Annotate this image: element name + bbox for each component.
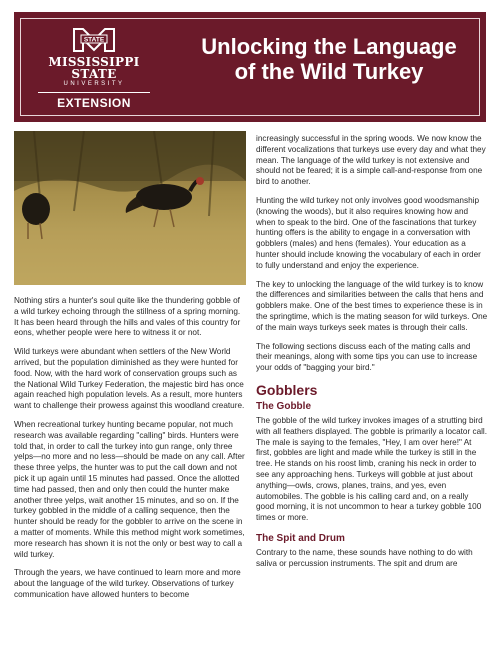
paragraph: Nothing stirs a hunter's soul quite like the thundering gobble of a wild turkey echoing through the stillness of a spring morning. It has been heard through the hills and vales of this country for eons, whether people were here to witness it or not. xyxy=(14,296,241,338)
paragraph: Contrary to the name, these sounds have nothing to do with saliva or percussion instruments. The spit and drum are xyxy=(256,547,473,568)
header-banner xyxy=(14,12,486,122)
logo-mark-text: STATE xyxy=(83,36,105,44)
subheading-spit-and-drum: The Spit and Drum xyxy=(256,532,345,544)
logo-divider xyxy=(38,92,150,93)
logo-extension: EXTENSION xyxy=(57,96,131,110)
section-heading-gobblers: Gobblers xyxy=(256,381,318,398)
right-column xyxy=(256,134,488,578)
paragraph: The key to unlocking the language of the wild turkey is to know the differences and similarities between the calls that hens and gobblers make. One of the best times to experience these is in the springtime, which is the mating season for wild turkeys. One of the main ways turkeys seek mates is through their calls. xyxy=(256,279,488,332)
paragraph: Hunting the wild turkey not only involves good woodsmanship (knowing the woods), but it also requires knowing how and when to speak to the bird. One of the fascinations that turkey hunting offers is the ability to engage in a conversation with gobblers (males) and hens (females). Your education as a hunter should include knowing the vocabulary of each in order to fully understand and enjoy the experience. xyxy=(256,195,481,270)
paragraph: increasingly successful in the spring woods. We now know the different vocalizations that turkeys use every day and what they mean. The language of the wild turkey is not extensive and should not be feared; it is a simple call-and-response from one bird to another. xyxy=(256,134,486,187)
paragraph: The gobble of the wild turkey invokes images of a strutting bird with all feathers displayed. The gobble is primarily a locator call. The male is saying to the females, "Hey, I am over here!" At first, gobbles are light and made while the turkey is still in the tree. He stands on his roost limb, craning his neck in order to see any approaching hens. Turkeys will gobble at just about anything—owls, crows, planes, trains, and yes, even automobiles. The gobble is his calling card and, on a really good morning, it is not uncommon to hear a turkey gobble 100 times or more. xyxy=(256,415,488,523)
msu-logo-mark-icon xyxy=(71,26,117,54)
page-title xyxy=(184,34,474,84)
left-column xyxy=(14,296,246,609)
subheading-the-gobble: The Gobble xyxy=(256,400,311,412)
turkey-photo xyxy=(14,131,246,285)
logo-university: UNIVERSITY xyxy=(63,81,125,87)
paragraph: When recreational turkey hunting became popular, not much research was available regarding "calling" birds. Hunters were told that, in order to call the turkey into gun range, only three yelps—no more and no less—should be made on any call. After these three yelps, the hunter was to put the call down and not pick it up again until 15 minutes had passed. Once the allotted time had passed, then and only then could the hunter make another three yelps, wait another 15 minutes, and so on. If the turkey gobbled in the middle of a calling sequence, then the hunter should be ready for the gobbler to arrive on the scene in a matter of moments. While this method might work sometimes, more research has shown it is not the only or best way to call a wild turkey. xyxy=(14,419,245,559)
paragraph: Through the years, we have continued to learn more and more about the language of the wild turkey. Observations of turkey communication have allowed hunters to become xyxy=(14,568,241,599)
msu-extension-logo xyxy=(30,26,158,110)
paragraph: The following sections discuss each of the mating calls and their meanings, along with some tips you can use to increase your odds of "bagging your bird." xyxy=(256,341,478,373)
title-line-2: of the Wild Turkey xyxy=(234,59,424,84)
title-line-1: Unlocking the Language xyxy=(201,34,457,59)
paragraph: Wild turkeys were abundant when settlers of the New World arrived, but the population diminished as they were hunted for food. Now, with the hard work of conservation groups such as the National Wild Turkey Federation, the majestic bird has once again reached high population levels. As a result, more hunters want to challenge their prowess against this woodland creature. xyxy=(14,347,245,411)
logo-name: MISSISSIPPI STATE xyxy=(48,55,140,81)
